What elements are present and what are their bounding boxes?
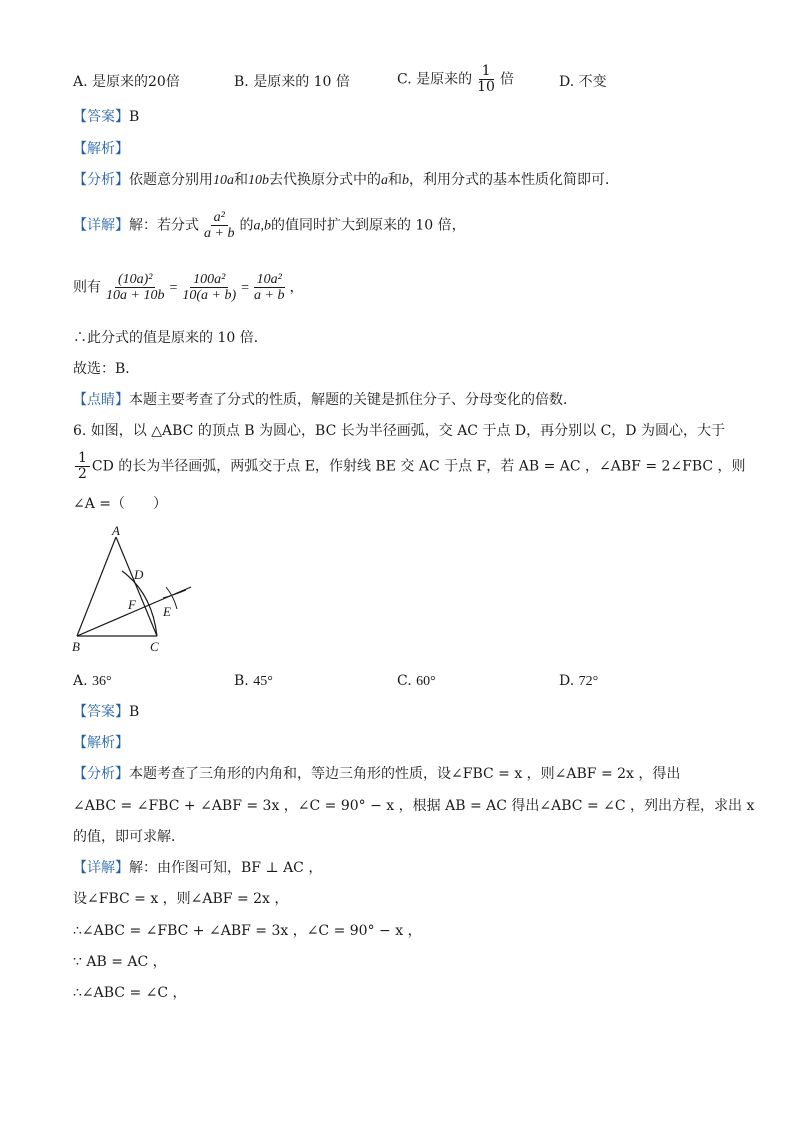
label-c: C bbox=[150, 639, 159, 654]
q6-fenxi-line2: ∠ABC = ∠FBC + ∠ABF = 3x ，∠C = 90° − x ，根据 AB = AC 得出∠ABC = ∠C ，列出方程，求出 x bbox=[73, 798, 755, 814]
option-letter: A. bbox=[73, 74, 88, 90]
q6-xiangjie-line5: ∴∠ABC = ∠C ， bbox=[73, 985, 187, 1001]
fraction: $\frac{\text{(10a)²}}{10a + 10b}$ bbox=[106, 272, 165, 303]
q6-fenxi-line3: 的值，即可求解． bbox=[73, 829, 185, 845]
fraction: $\frac{1}{2}$ bbox=[75, 451, 90, 482]
q5-choose: 故选：B． bbox=[73, 361, 140, 377]
q5-dianjing: 【点睛】本题主要考查了分式的性质，解题的关键是抓住分子、分母变化的倍数． bbox=[73, 392, 577, 408]
q6-figure bbox=[70, 525, 200, 655]
q6-option-b: B. 45° bbox=[234, 673, 273, 689]
q5-option-c bbox=[397, 64, 514, 95]
option-text: 是原来的 10 倍 bbox=[253, 74, 350, 90]
q6-stem-line3: ∠A =（ ） bbox=[73, 496, 168, 512]
q5-option-b bbox=[234, 73, 350, 91]
q5-option-a bbox=[73, 73, 180, 91]
q6-stem-line2: $\frac{1}{2}$ CD 的长为半径画弧，两弧交于点 E，作射线 BE 交 AC 于点 F，若 AB = AC ，∠ABF = 2∠FBC ，则 bbox=[73, 451, 746, 482]
option-text-before: 是原来的 bbox=[416, 71, 473, 88]
q5-analysis-heading: 【解析】 bbox=[73, 141, 129, 157]
side-ac bbox=[116, 537, 157, 636]
label-b: B bbox=[72, 639, 80, 654]
option-letter: D. bbox=[559, 74, 575, 90]
q5-fenxi: 【分析】依题意分别用10a和10b去代换原分式中的a和b，利用分式的基本性质化简即可． bbox=[73, 172, 619, 188]
q5-conclusion: ∴此分式的值是原来的 10 倍． bbox=[73, 330, 268, 346]
label-e: E bbox=[163, 604, 171, 619]
fraction: $\frac{\text{10a²}}{a + b}$ bbox=[254, 272, 285, 303]
option-text-after: 倍 bbox=[499, 71, 514, 88]
q6-option-a: A. 36° bbox=[73, 673, 112, 689]
answer-value: B bbox=[129, 109, 140, 125]
option-text: 是原来的20倍 bbox=[92, 74, 180, 90]
answer-tag: 【答案】 bbox=[73, 109, 129, 125]
q5-xiangjie: 【详解】解：若分式 $\frac{\text{a²}}{a + b}$ 的a,b的值同时扩大到原来的 10 倍， bbox=[73, 210, 466, 241]
q6-xiangjie-line4: ∵ AB = AC ， bbox=[73, 954, 167, 970]
option-text: 不变 bbox=[578, 74, 607, 90]
q5-option-d bbox=[559, 73, 607, 91]
q5-answer bbox=[73, 108, 139, 126]
label-a: A bbox=[112, 525, 120, 538]
fraction: $\frac{\text{100a²}}{10(a + b)}$ bbox=[182, 272, 237, 303]
label-f: F bbox=[128, 597, 136, 612]
q6-stem-line1: 6. 如图，以 △ABC 的顶点 B 为圆心，BC 长为半径画弧，交 AC 于点 D，再分别以 C，D 为圆心，大于 bbox=[73, 423, 725, 439]
option-letter: B. bbox=[234, 74, 249, 90]
fraction: $\frac{1}{10}$ bbox=[477, 63, 495, 95]
option-letter: C. bbox=[397, 71, 412, 88]
q6-fenxi-line1: 【分析】本题考查了三角形的内角和，等边三角形的性质，设∠FBC = x ，则∠ABF = 2x ，得出 bbox=[73, 766, 681, 782]
q5-step: 则有 $\frac{\text{(10a)²}}{10a + 10b}$ = $\frac{\text{100a²}}{10(a + b)}$ = $\frac{\text{10a²}}{a + b}$ ， bbox=[73, 272, 304, 303]
q6-analysis-heading: 【解析】 bbox=[73, 735, 129, 751]
q6-xiangjie-line3: ∴∠ABC = ∠FBC + ∠ABF = 3x ，∠C = 90° − x ， bbox=[73, 923, 422, 939]
fraction: $\frac{\text{a²}}{a + b}$ bbox=[204, 210, 235, 241]
arc-e2 bbox=[163, 590, 186, 598]
label-d: D bbox=[134, 567, 144, 582]
q6-option-c: C. 60° bbox=[397, 673, 436, 689]
q6-xiangjie-line2: 设∠FBC = x ，则∠ABF = 2x ， bbox=[73, 891, 289, 907]
q6-xiangjie-line1: 【详解】解：由作图可知，BF ⊥ AC ， bbox=[73, 860, 323, 876]
q6-option-d: D. 72° bbox=[559, 673, 599, 689]
q6-answer: 【答案】B bbox=[73, 704, 140, 720]
